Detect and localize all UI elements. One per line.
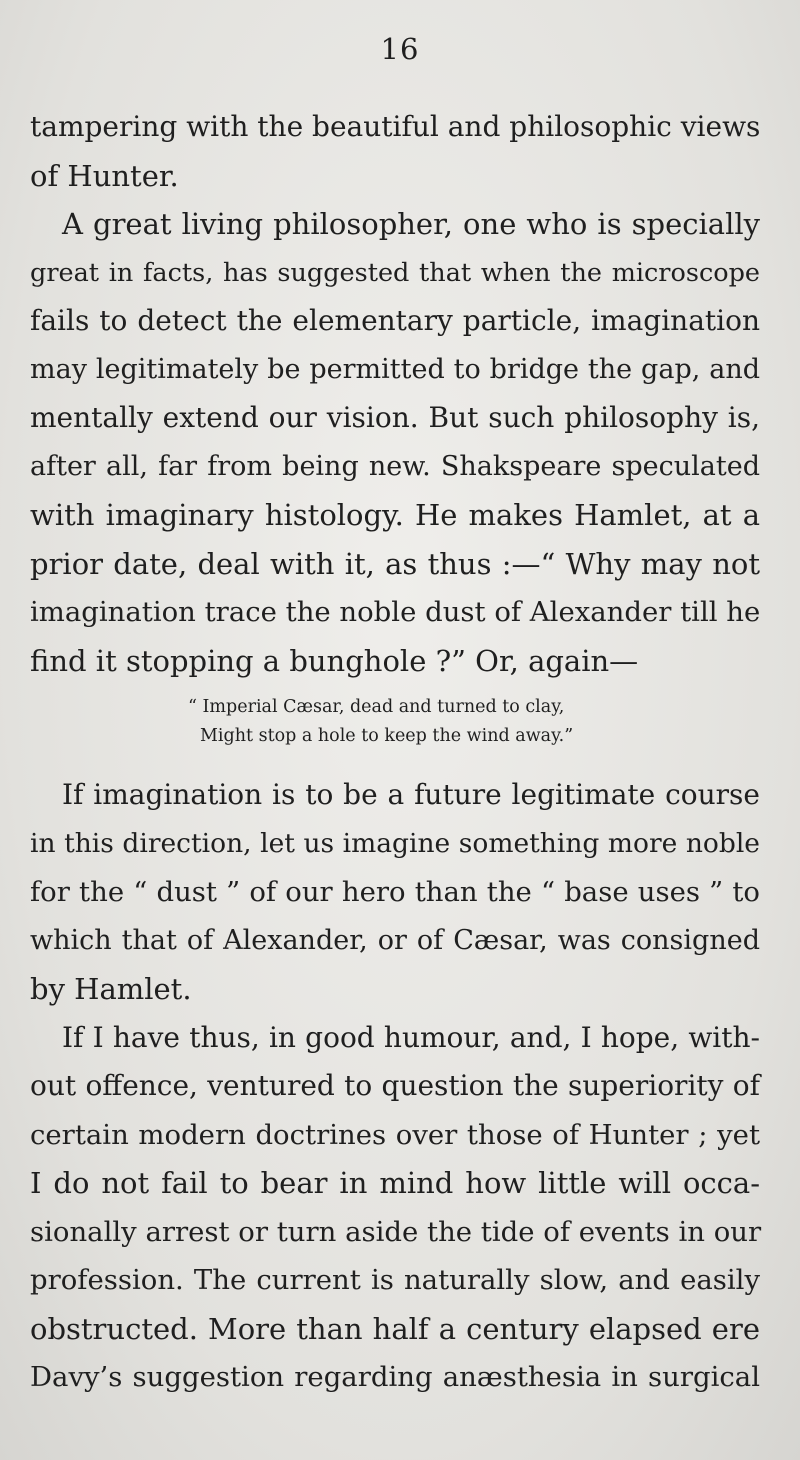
block-quote xyxy=(30,693,760,751)
paragraph xyxy=(30,103,760,200)
text-line: find it stopping a bunghole ?” Or, again— xyxy=(30,643,639,678)
page-number: 16 xyxy=(380,32,420,66)
text-line: by Hamlet. xyxy=(30,972,192,1006)
text-line: may legitimately be permitted to bridge the gap, and xyxy=(30,353,760,385)
text-line: sionally arrest or turn aside the tide of events in our xyxy=(30,1215,762,1248)
text-line: out offence, ventured to question the superiority of xyxy=(30,1069,760,1102)
text-line: certain modern doctrines over those of Hunter ; yet xyxy=(30,1118,760,1151)
text-line: profession. The current is naturally slow, and easily xyxy=(30,1264,760,1296)
quote-line: Might stop a hole to keep the wind away.” xyxy=(200,726,574,746)
body-text xyxy=(30,103,760,1402)
text-line: If imagination is to be a future legitimate course xyxy=(62,778,760,811)
text-line: tampering with the beautiful and philosophic views xyxy=(30,110,761,143)
text-line: imagination trace the noble dust of Alexander till he xyxy=(30,596,761,628)
text-line: great in facts, has suggested that when the microscope xyxy=(30,257,760,288)
text-line: after all, far from being new. Shakspeare speculated xyxy=(30,450,760,482)
text-line: which that of Alexander, or of Cæsar, was consigned xyxy=(30,924,760,956)
text-line: obstructed. More than half a century elapsed ere xyxy=(30,1311,760,1346)
text-line: in this direction, let us imagine something more noble xyxy=(30,827,760,859)
text-line: I do not fail to bear in mind how little will occa- xyxy=(30,1166,760,1200)
quote-line: “ Imperial Cæsar, dead and turned to clay, xyxy=(188,697,565,717)
text-line: for the “ dust ” of our hero than the “ base uses ” to xyxy=(30,876,760,908)
paragraph xyxy=(30,200,760,685)
text-line: A great living philosopher, one who is specially xyxy=(62,207,760,241)
text-line: of Hunter. xyxy=(30,158,179,193)
text-line: mentally extend our vision. But such philosophy is, xyxy=(30,401,760,434)
text-line: Davy’s suggestion regarding anæsthesia in surgical xyxy=(30,1361,760,1393)
text-line: prior date, deal with it, as thus :—“ Why may not xyxy=(30,546,760,581)
text-line: fails to detect the elementary particle, imagination xyxy=(30,304,760,337)
text-line: If I have thus, in good humour, and, I hope, with- xyxy=(62,1020,760,1054)
paragraph xyxy=(30,1014,760,1402)
paragraph xyxy=(30,771,760,1014)
text-line: with imaginary histology. He makes Hamlet, at a xyxy=(30,498,760,532)
